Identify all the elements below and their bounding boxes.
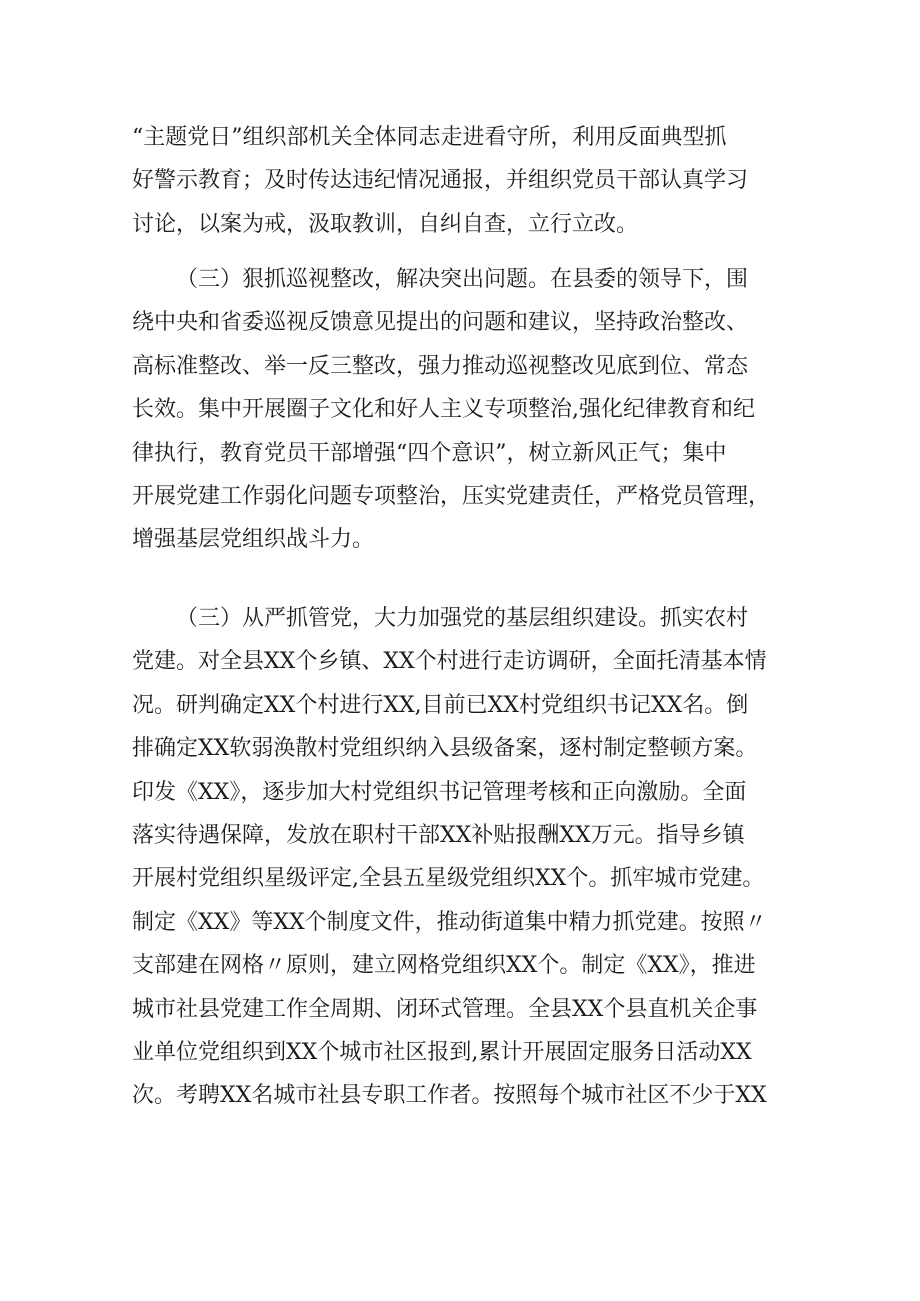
text-line: 绕中央和省委巡视反馈意见提出的问题和建议，坚持政治整改、 <box>132 310 749 336</box>
text-line: 制定《XX》等XX个制度文件，推动街道集中精力抓党建。按照〃 <box>132 909 767 935</box>
text-line: 排确定XX软弱涣散村党组织纳入县级备案，逐村制定整顿方案。 <box>132 736 758 762</box>
text-line: “主题党日”组织部机关全体同志走进看守所，利用反面典型抓 <box>132 125 727 150</box>
text-line: 党建。对全县XX个乡镇、XX个村进行走访调研，全面托清基本情 <box>132 649 767 675</box>
text-line: 增强基层党组织战斗力。 <box>132 527 375 553</box>
paragraph-inspection-rectification <box>132 258 796 562</box>
text-line: 落实待遇保障，发放在职村干部XX补贴报酬XX万元。指导乡镇 <box>132 823 745 849</box>
text-line: （三）从严抓管党，大力加强党的基层组织建设。抓实农村 <box>176 606 749 631</box>
text-line: 讨论，以案为戒，汲取教训，自纠自查，立行立改。 <box>132 211 639 237</box>
text-line: 开展村党组织星级评定,全县五星级党组织XX个。抓牢城市党建。 <box>132 866 765 892</box>
text-line: 支部建在网格〃原则，建立网格党组织XX个。制定《XX》，推进 <box>132 953 756 979</box>
text-line: 开展党建工作弱化问题专项整治，压实党建责任，严格党员管理， <box>132 484 771 510</box>
text-line: （三）狠抓巡视整改，解决突出问题。在县委的领导下，围 <box>176 267 749 292</box>
text-line: 好警示教育；及时传达违纪情况通报，并组织党员干部认真学习 <box>132 168 749 194</box>
text-line: 印发《XX》，逐步加大村党组织书记管理考核和正向激励。全面 <box>132 779 747 805</box>
text-line: 高标准整改、举一反三整改，强力推动巡视整改见底到位、常态 <box>132 353 749 379</box>
text-line: 况。研判确定XX个村进行XX,目前已XX村党组织书记XX名。倒 <box>132 692 749 718</box>
text-line: 长效。集中开展圈子文化和好人主义专项整治,强化纪律教育和纪 <box>132 397 755 423</box>
text-line: 律执行，教育党员干部增强“四个意识”，树立新风正气；集中 <box>132 440 727 466</box>
paragraph-grassroots-organization <box>132 597 796 1118</box>
text-line: 次。考聘XX名城市社县专职工作者。按照每个城市社区不少于XX <box>132 1083 767 1109</box>
text-line: 业单位党组织到XX个城市社区报到,累计开展固定服务日活动XX <box>132 1040 752 1066</box>
paragraph-continuation <box>132 116 796 246</box>
text-line: 城市社县党建工作全周期、闭环式管理。全县XX个县直机关企事 <box>132 996 758 1022</box>
